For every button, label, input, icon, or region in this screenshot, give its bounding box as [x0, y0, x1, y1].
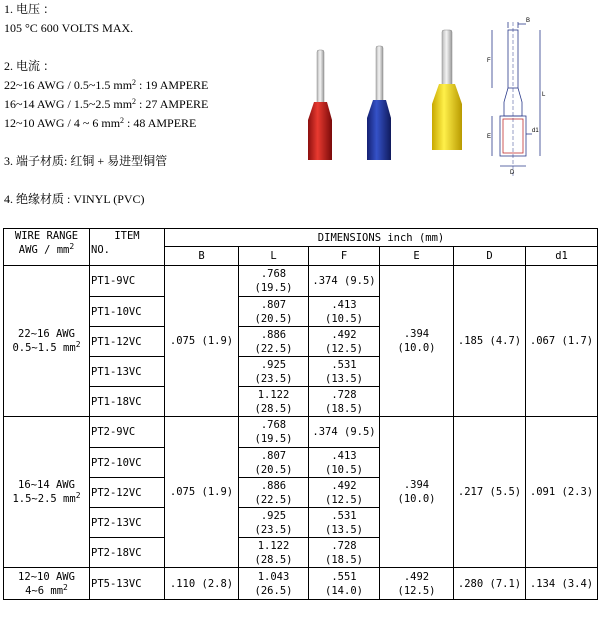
l-value: .807 (20.5): [239, 297, 309, 327]
item-no: PT2-9VC: [90, 417, 165, 448]
item-no: PT5-13VC: [90, 568, 165, 600]
d1-value: .067 (1.7): [526, 266, 598, 417]
wire-range-cell: 12~10 AWG 4~6 $mm^2$: [4, 568, 90, 600]
item-no: PT1-10VC: [90, 297, 165, 327]
current-16-14: 16~14 AWG / 1.5~2.5 $mm^2$ : 27 AMPERE: [4, 97, 209, 111]
voltage-value: 105 °C 600 VOLTS MAX.: [4, 21, 134, 35]
dimensions-header: DIMENSIONS inch (mm): [165, 229, 598, 247]
l-value: 1.122 (28.5): [239, 387, 309, 417]
f-value: .531 (13.5): [309, 357, 380, 387]
item-no: PT1-18VC: [90, 387, 165, 417]
f-value: .374 (9.5): [309, 417, 380, 448]
dimensions-table: [3, 228, 598, 600]
l-value: .925 (23.5): [239, 508, 309, 538]
product-photo: [294, 24, 476, 162]
e-value: .394 (10.0): [380, 266, 454, 417]
material-spec: 3. 端子材质: 红铜 + 易进型铜管: [4, 154, 168, 168]
item-no: PT2-10VC: [90, 448, 165, 478]
label-b: B: [526, 18, 531, 24]
label-e: E: [487, 134, 492, 140]
current-title: 2. 电流 ：: [4, 59, 56, 73]
b-value: .075 (1.9): [165, 417, 239, 568]
wire-range-cell: 16~14 AWG 1.5~2.5 $mm^2$: [4, 417, 90, 568]
current-22-16: 22~16 AWG / 0.5~1.5 $mm^2$ : 19 AMPERE: [4, 78, 209, 92]
f-value: .492 (12.5): [309, 478, 380, 508]
f-value: .492 (12.5): [309, 327, 380, 357]
label-f: F: [487, 58, 491, 64]
col-f-header: F: [309, 247, 380, 266]
l-value: .807 (20.5): [239, 448, 309, 478]
col-l-header: L: [239, 247, 309, 266]
voltage-title: 1. 电压 ：: [4, 2, 56, 16]
d-value: .185 (4.7): [454, 266, 526, 417]
f-value: .728 (18.5): [309, 538, 380, 568]
table-row: [4, 417, 598, 448]
b-value: .075 (1.9): [165, 266, 239, 417]
col-d-header: D: [454, 247, 526, 266]
d1-value: .091 (2.3): [526, 417, 598, 568]
l-value: .925 (23.5): [239, 357, 309, 387]
l-value: .886 (22.5): [239, 327, 309, 357]
wire-range-header: WIRE RANGE AWG / $mm^2$: [4, 229, 90, 266]
f-value: .531 (13.5): [309, 508, 380, 538]
col-e-header: E: [380, 247, 454, 266]
f-value: .728 (18.5): [309, 387, 380, 417]
item-no: PT2-18VC: [90, 538, 165, 568]
b-value: .110 (2.8): [165, 568, 239, 600]
item-no: PT1-12VC: [90, 327, 165, 357]
label-d1: d1: [532, 128, 539, 134]
d-value: .217 (5.5): [454, 417, 526, 568]
f-value: .413 (10.5): [309, 297, 380, 327]
wire-range-cell: 22~16 AWG 0.5~1.5 $mm^2$: [4, 266, 90, 417]
f-value: .551 (14.0): [309, 568, 380, 600]
e-value: .394 (10.0): [380, 417, 454, 568]
f-value: .413 (10.5): [309, 448, 380, 478]
e-value: .492 (12.5): [380, 568, 454, 600]
label-l: L: [542, 92, 546, 98]
l-value: 1.122 (28.5): [239, 538, 309, 568]
current-12-10: 12~10 AWG / 4 ~ 6 $mm^2$ : 48 AMPERE: [4, 116, 197, 130]
l-value: 1.043 (26.5): [239, 568, 309, 600]
l-value: .768 (19.5): [239, 266, 309, 297]
col-b-header: B: [165, 247, 239, 266]
d-value: .280 (7.1): [454, 568, 526, 600]
l-value: .886 (22.5): [239, 478, 309, 508]
table-row: [4, 266, 598, 297]
terminal-dimension-drawing: [482, 16, 548, 180]
item-no: PT2-13VC: [90, 508, 165, 538]
item-no: PT1-9VC: [90, 266, 165, 297]
f-value: .374 (9.5): [309, 266, 380, 297]
table-row: [4, 568, 598, 600]
col-d1-header: d1: [526, 247, 598, 266]
label-d: D: [510, 170, 515, 176]
l-value: .768 (19.5): [239, 417, 309, 448]
item-header: ITEM NO.: [90, 229, 165, 266]
item-no: PT1-13VC: [90, 357, 165, 387]
insulation-spec: 4. 绝缘材质 : VINYL (PVC): [4, 192, 145, 206]
d1-value: .134 (3.4): [526, 568, 598, 600]
item-no: PT2-12VC: [90, 478, 165, 508]
